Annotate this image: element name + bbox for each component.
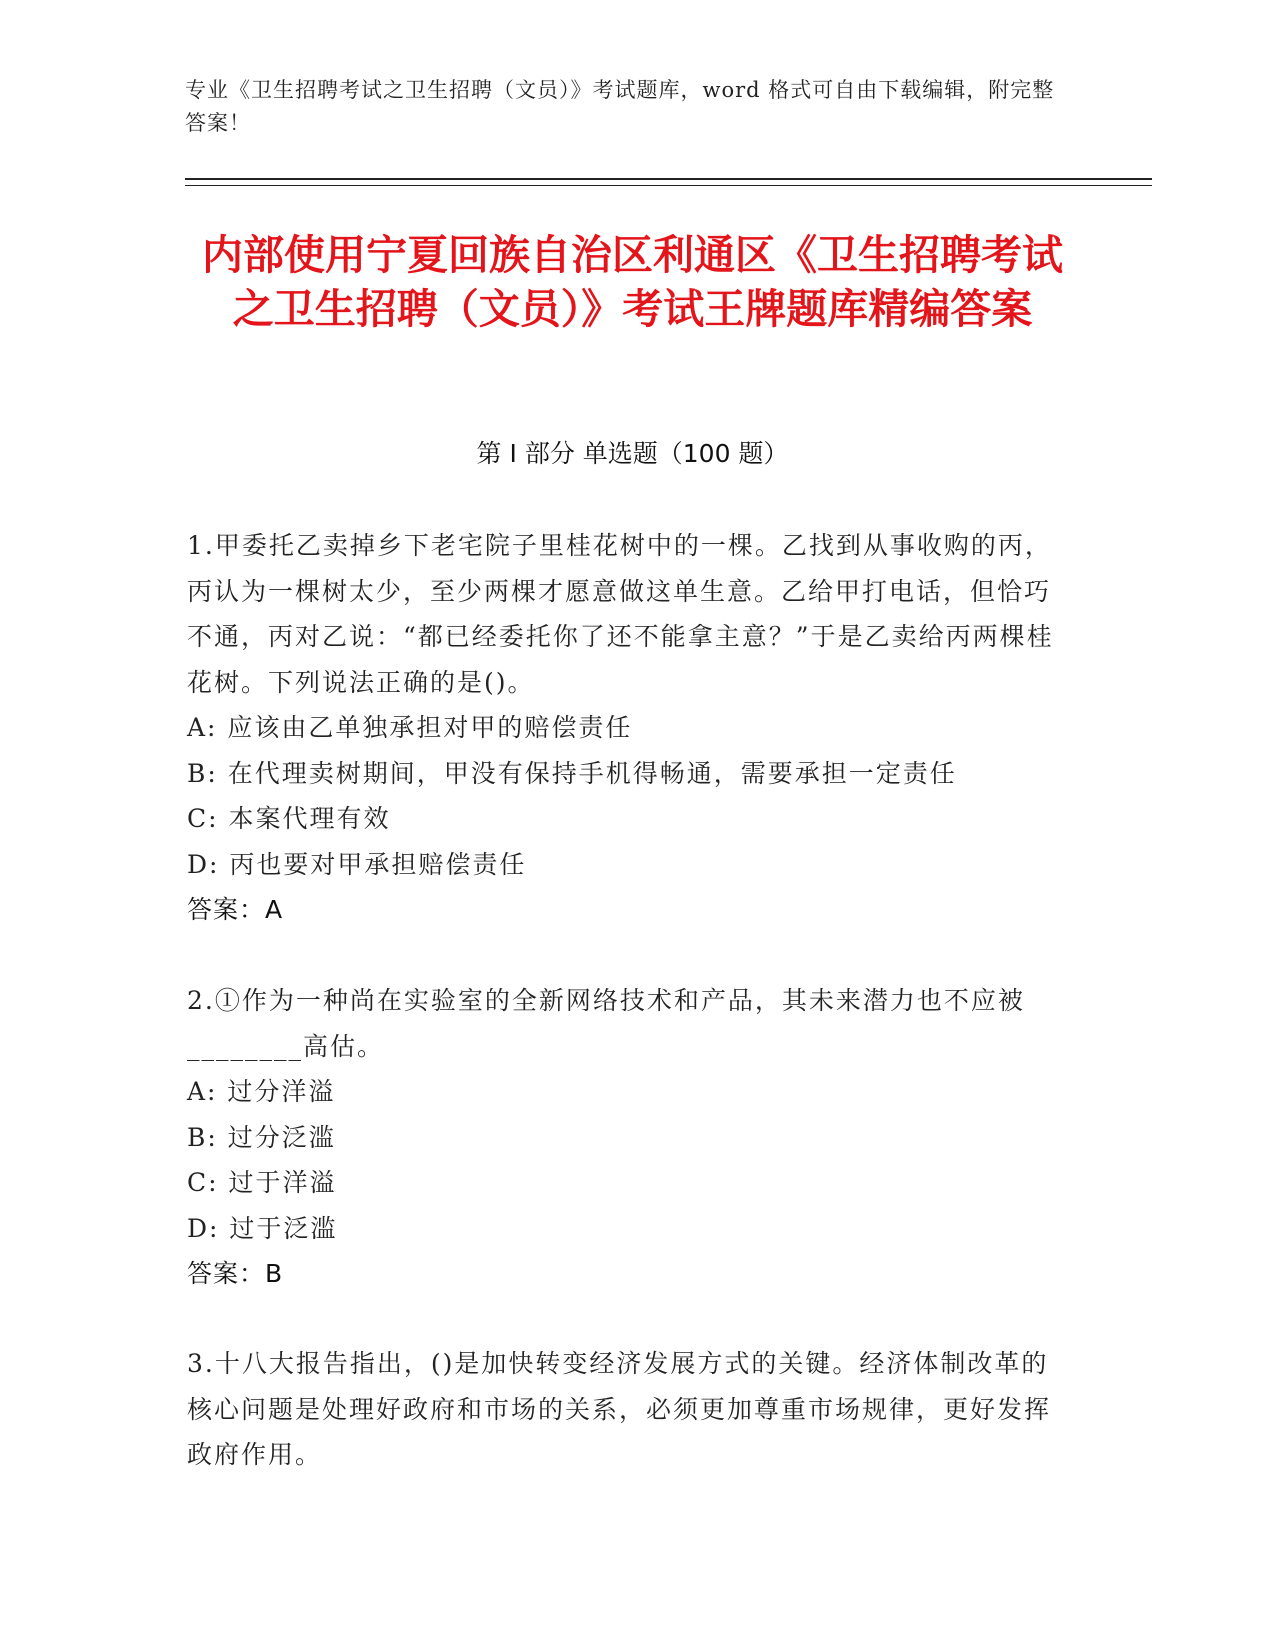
- document-title: 内部使用宁夏回族自治区利通区《卫生招聘考试之卫生招聘（文员）》考试王牌题库精编答案: [202, 231, 1063, 333]
- option-c: C: 过于洋溢: [187, 1168, 337, 1197]
- option-a: A: 过分洋溢: [187, 1077, 336, 1106]
- question-stem: 2.①作为一种尚在实验室的全新网络技术和产品，其未来潜力也不应被________高估。: [187, 986, 1025, 1061]
- option-a: A: 应该由乙单独承担对甲的赔偿责任: [187, 713, 633, 742]
- question-stem: 3.十八大报告指出，()是加快转变经济发展方式的关键。经济体制改革的核心问题是处理好政府和市场的关系，必须更加尊重市场规律，更好发挥政府作用。: [187, 1349, 1052, 1469]
- question-stem: 1.甲委托乙卖掉乡下老宅院子里桂花树中的一棵。乙找到从事收购的丙，丙认为一棵树太少，至少两棵才愿意做这单生意。乙给甲打电话，但恰巧不通，丙对乙说：“都已经委托你了还不能拿主意？”于是乙卖给丙两棵桂花树。下列说法正确的是()。: [187, 531, 1054, 697]
- header-note: 专业《卫生招聘考试之卫生招聘（文员）》考试题库，word 格式可自由下载编辑，附完整答案！: [185, 78, 1055, 135]
- answer: 答案：B: [187, 1259, 284, 1288]
- option-d: D: 丙也要对甲承担赔偿责任: [187, 849, 527, 879]
- option-d: D: 过于泛滥: [187, 1213, 338, 1243]
- answer: 答案：A: [187, 895, 284, 924]
- header-divider-thin: [185, 185, 1152, 186]
- option-b: B: 过分泛滥: [187, 1122, 336, 1152]
- option-c: C: 本案代理有效: [187, 804, 391, 833]
- question-2: [187, 978, 1067, 1297]
- question-1: [187, 523, 1067, 933]
- option-b: B: 在代理卖树期间，甲没有保持手机得畅通，需要承担一定责任: [187, 758, 957, 788]
- question-3: [187, 1341, 1067, 1478]
- section-title: 第 I 部分 单选题（100 题）: [476, 439, 789, 468]
- header-divider-thick: [185, 178, 1152, 180]
